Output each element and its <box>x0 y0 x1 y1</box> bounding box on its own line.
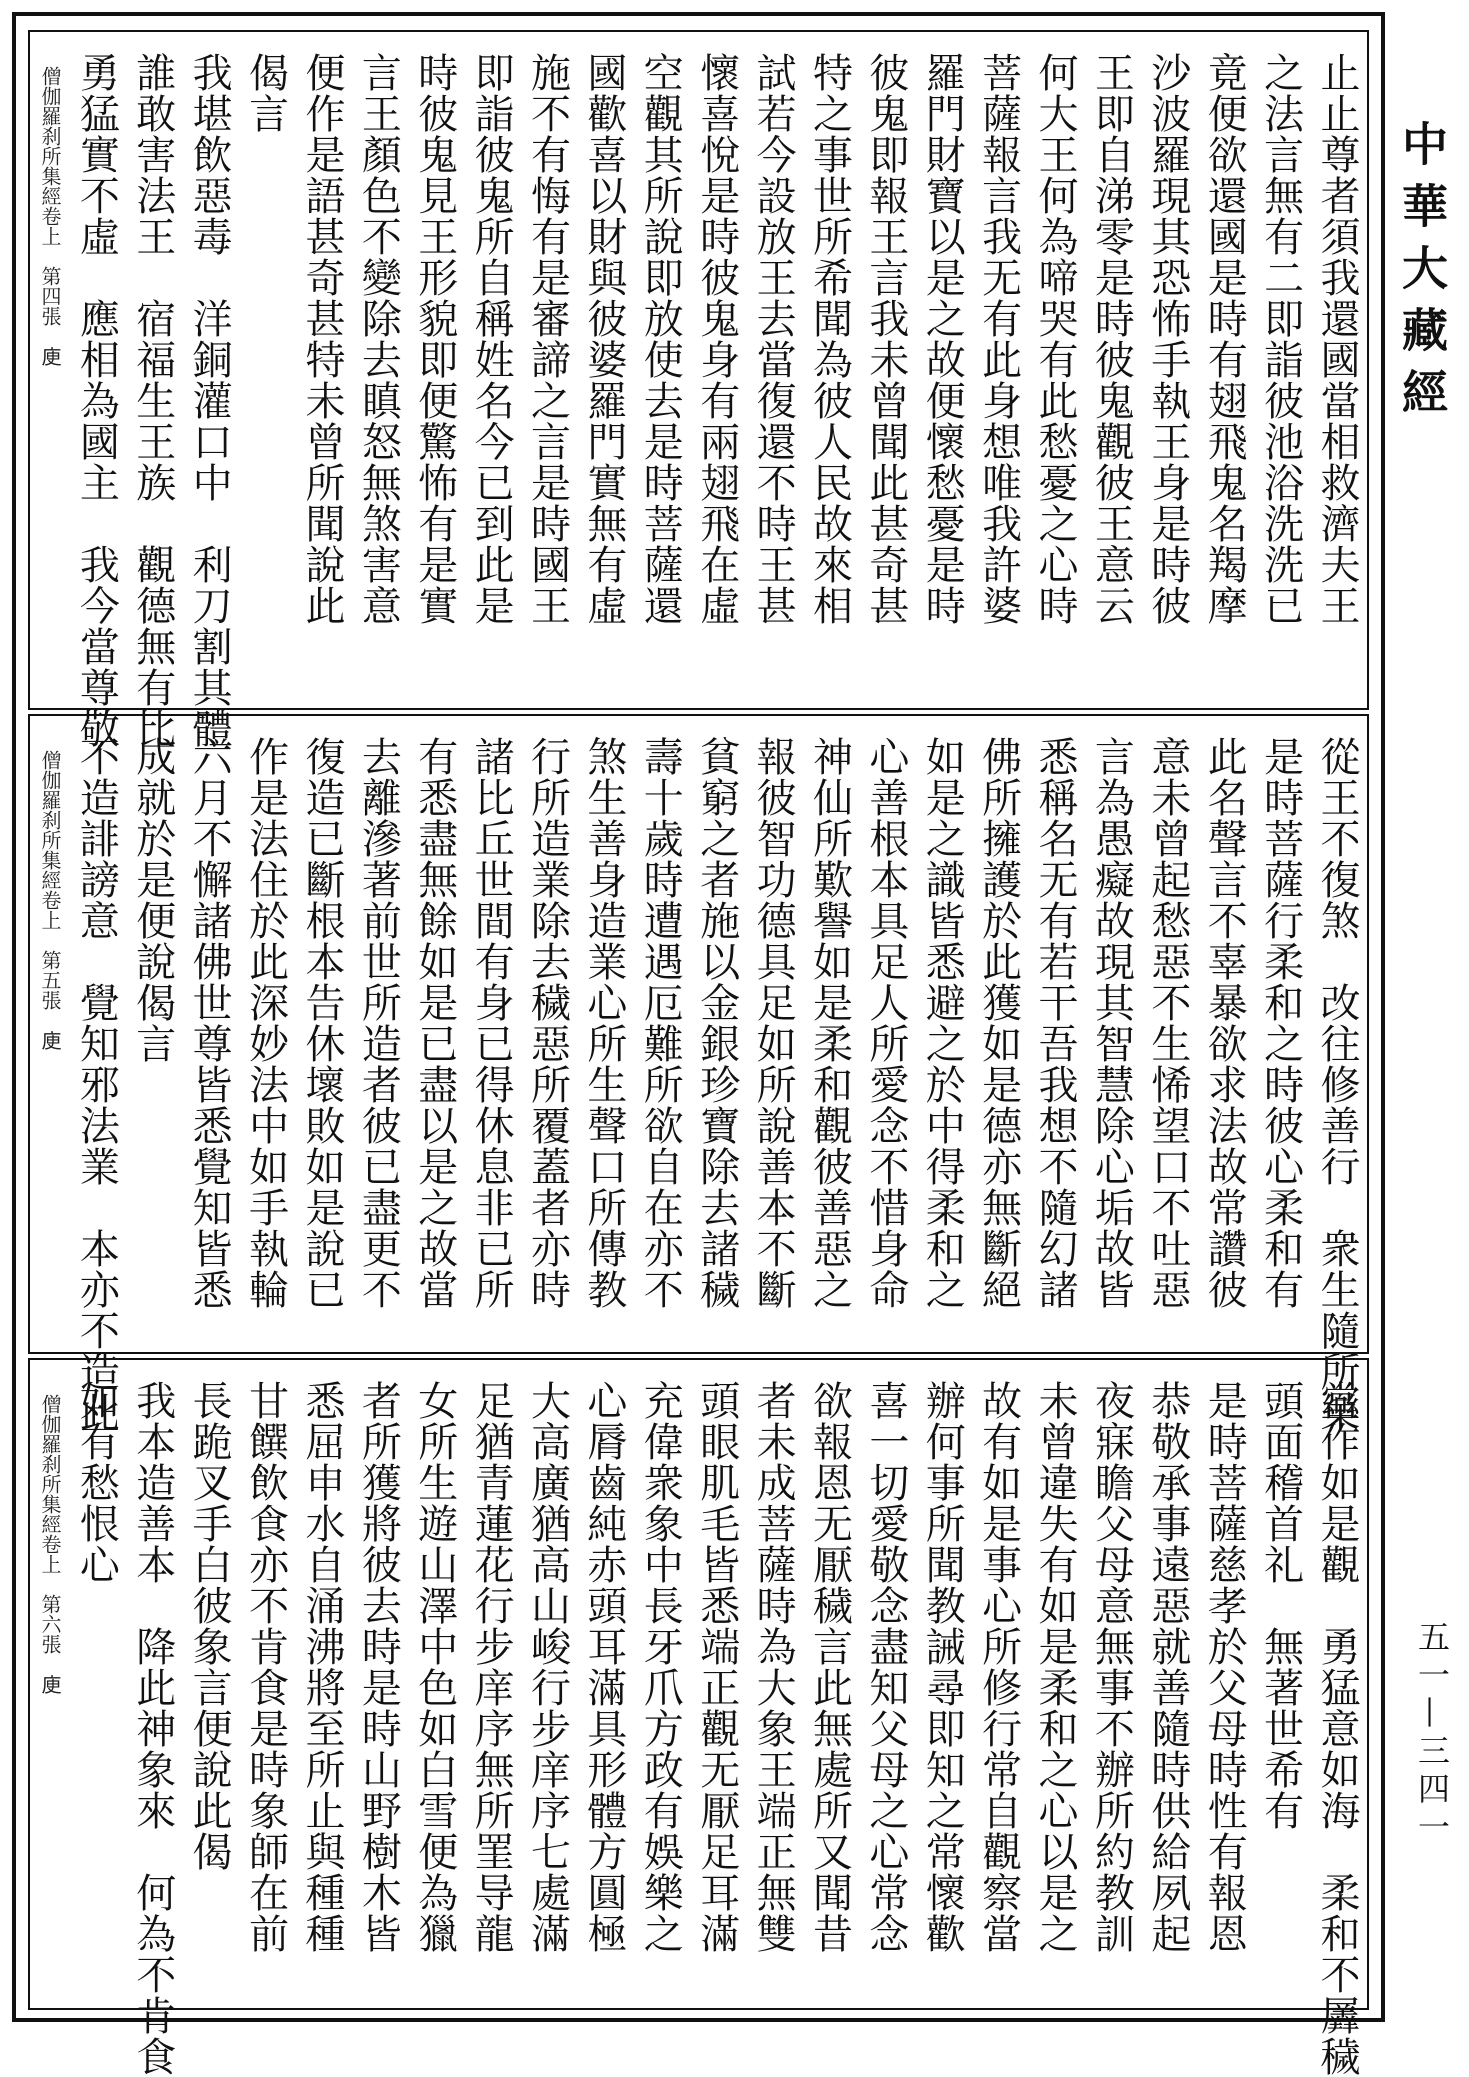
text-column: 彼鬼即報王言我未曾聞此甚奇甚 <box>862 52 909 626</box>
text-column: 即詣彼鬼所自稱姓名今已到此是 <box>468 52 515 626</box>
text-column: 有悉盡無餘如是已盡以是之故當 <box>411 736 458 1310</box>
text-column: 不造誹謗意 覺知邪法業 本亦不造此 <box>73 736 120 1433</box>
text-column: 神仙所歎譽如是柔和觀彼善惡之 <box>806 736 853 1310</box>
text-column: 之法言無有二即詣彼池浴洗洗已 <box>1257 52 1304 626</box>
text-column: 復造已斷根本告休壞敗如是說已 <box>298 736 345 1310</box>
text-column: 欲報恩无厭穢言此無處所又聞昔 <box>806 1380 853 1954</box>
text-column: 特之事世所希聞為彼人民故來相 <box>806 52 853 626</box>
text-column: 止止尊者須我還國當相救濟夫王 <box>1313 52 1360 626</box>
text-column: 意未曾起愁惡不生悕望口不吐惡 <box>1144 736 1191 1310</box>
text-column: 言王顏色不變除去瞋怒無煞害意 <box>355 52 402 626</box>
text-column: 沙波羅現其恐怖手執王身是時彼 <box>1144 52 1191 626</box>
text-column: 貧窮之者施以金銀珍寶除去諸穢 <box>693 736 740 1310</box>
text-column: 我本造善本 降此神象來 何為不肯食 <box>129 1380 176 2077</box>
text-column: 便作是語甚奇甚特未曾所聞說此 <box>298 52 345 626</box>
text-column: 恭敬承事遠惡就善隨時供給夙起 <box>1144 1380 1191 1954</box>
text-column: 是時菩薩行柔和之時彼心柔和有 <box>1257 736 1304 1310</box>
text-column: 諸比丘世間有身已得休息非已所 <box>468 736 515 1310</box>
page-number: 五一—三四一 <box>1413 1620 1451 1848</box>
text-column: 竟便欲還國是時有翅飛鬼名羯摩 <box>1201 52 1248 626</box>
text-column: 心善根本具足人所愛念不惜身命 <box>862 736 909 1310</box>
text-column: 長跪叉手白彼象言便說此偈 <box>186 1380 233 1872</box>
text-column: 悉稱名无有若干吾我想不隨幻諸 <box>1032 736 1079 1310</box>
panel-footer-label: 僧伽羅刹所集經卷上 第四張 𢈔 <box>38 66 62 366</box>
text-column: 菩薩報言我无有此身想唯我許婆 <box>975 52 1022 626</box>
text-column: 六月不懈諸佛世尊皆悉覺知皆悉 <box>186 736 233 1310</box>
text-column: 何大王何為啼哭有此愁憂之心時 <box>1032 52 1079 626</box>
collection-title: 中華大藏經 <box>1395 120 1449 430</box>
text-column: 者未成菩薩時為大象王端正無雙 <box>750 1380 797 1954</box>
text-column: 夜寐瞻父母意無事不辦所約教訓 <box>1088 1380 1135 1954</box>
text-column: 國歡喜以財與彼婆羅門實無有虛 <box>580 52 627 626</box>
text-column: 未曾違失有如是柔和之心以是之 <box>1032 1380 1079 1954</box>
text-panel-middle <box>28 714 1369 1433</box>
text-column: 甘饌飲食亦不肯食是時象師在前 <box>242 1380 289 1954</box>
text-column: 心脣齒純赤頭耳滿具形體方圓極 <box>580 1380 627 1954</box>
text-column: 試若今設放王去當復還不時王甚 <box>750 52 797 626</box>
text-column: 偈言 <box>242 52 289 134</box>
panel-footer-label: 僧伽羅刹所集經卷上 第五張 𢈔 <box>38 750 62 1050</box>
panel-footer-label: 僧伽羅刹所集經卷上 第六張 𢈔 <box>38 1394 62 1694</box>
text-column: 頭眼肌毛皆悉端正觀无厭足耳滿 <box>693 1380 740 1954</box>
text-column: 悉屈申水自涌沸將至所止與種種 <box>298 1380 345 1954</box>
page-frame <box>12 12 1385 2077</box>
panel-columns <box>38 736 1360 1433</box>
text-column: 佛所擁護於此獲如是德亦無斷絕 <box>975 736 1022 1310</box>
text-column: 足猶青蓮花行步庠序無所罣导龍 <box>468 1380 515 1954</box>
text-column: 羅門財寶以是之故便懷愁憂是時 <box>919 52 966 626</box>
text-column: 女所生遊山澤中色如白雪便為獵 <box>411 1380 458 1954</box>
text-column: 者所獲將彼去時是時山野樹木皆 <box>355 1380 402 1954</box>
text-column: 如是之識皆悉避之於中得柔和之 <box>919 736 966 1310</box>
text-column: 壽十歲時遭遇厄難所欲自在亦不 <box>637 736 684 1310</box>
text-column: 從王不復煞 改往修善行 衆生隨所樂 <box>1313 736 1360 1433</box>
panel-columns <box>38 52 1360 749</box>
text-column: 故有如是事心所修行常自觀察當 <box>975 1380 1022 1954</box>
text-column: 空觀其所說即放使去是時菩薩還 <box>637 52 684 626</box>
text-column: 施不有悔有是審諦之言是時國王 <box>524 52 571 626</box>
text-column: 當作如是觀 勇猛意如海 柔和不羼穢 <box>1313 1380 1360 2077</box>
text-column: 作是法住於此深妙法中如手執輪 <box>242 736 289 1310</box>
text-column: 是時菩薩慈孝於父母時性有報恩 <box>1201 1380 1248 1954</box>
text-column: 王即自涕零是時彼鬼觀彼王意云 <box>1088 52 1135 626</box>
text-column: 誰敢害法王 宿福生王族 觀德無有比 <box>129 52 176 749</box>
text-column: 成就於是便說偈言 <box>129 736 176 1064</box>
text-column: 我堪飲惡毒 洋銅灌口中 利刀割其體 <box>186 52 233 749</box>
text-column: 懷喜悅是時彼鬼身有兩翅飛在虛 <box>693 52 740 626</box>
text-column: 如有愁恨心 <box>73 1380 120 1585</box>
text-panel-top <box>28 30 1369 749</box>
text-column: 行所造業除去穢惡所覆蓋者亦時 <box>524 736 571 1310</box>
text-column: 報彼智功德具足如所說善本不斷 <box>750 736 797 1310</box>
text-column: 充偉衆象中長牙爪方政有娛樂之 <box>637 1380 684 1954</box>
text-column: 煞生善身造業心所生聲口所傳教 <box>580 736 627 1310</box>
text-column: 辦何事所聞教誡尋即知之常懷歡 <box>919 1380 966 1954</box>
panel-columns <box>38 1380 1360 2077</box>
text-column: 勇猛實不虛 應相為國主 我今當尊敬 <box>73 52 120 749</box>
text-column: 時彼鬼見王形貌即便驚怖有是實 <box>411 52 458 626</box>
text-column: 言為愚癡故現其智慧除心垢故皆 <box>1088 736 1135 1310</box>
text-column: 大高廣猶高山峻行步庠序七處滿 <box>524 1380 571 1954</box>
text-column: 喜一切愛敬念盡知父母之心常念 <box>862 1380 909 1954</box>
text-panel-bottom <box>28 1358 1369 2077</box>
text-column: 此名聲言不辜暴欲求法故常讚彼 <box>1201 736 1248 1310</box>
text-column: 頭面稽首礼 無著世希有 <box>1257 1380 1304 1831</box>
text-column: 去離滲著前世所造者彼已盡更不 <box>355 736 402 1310</box>
